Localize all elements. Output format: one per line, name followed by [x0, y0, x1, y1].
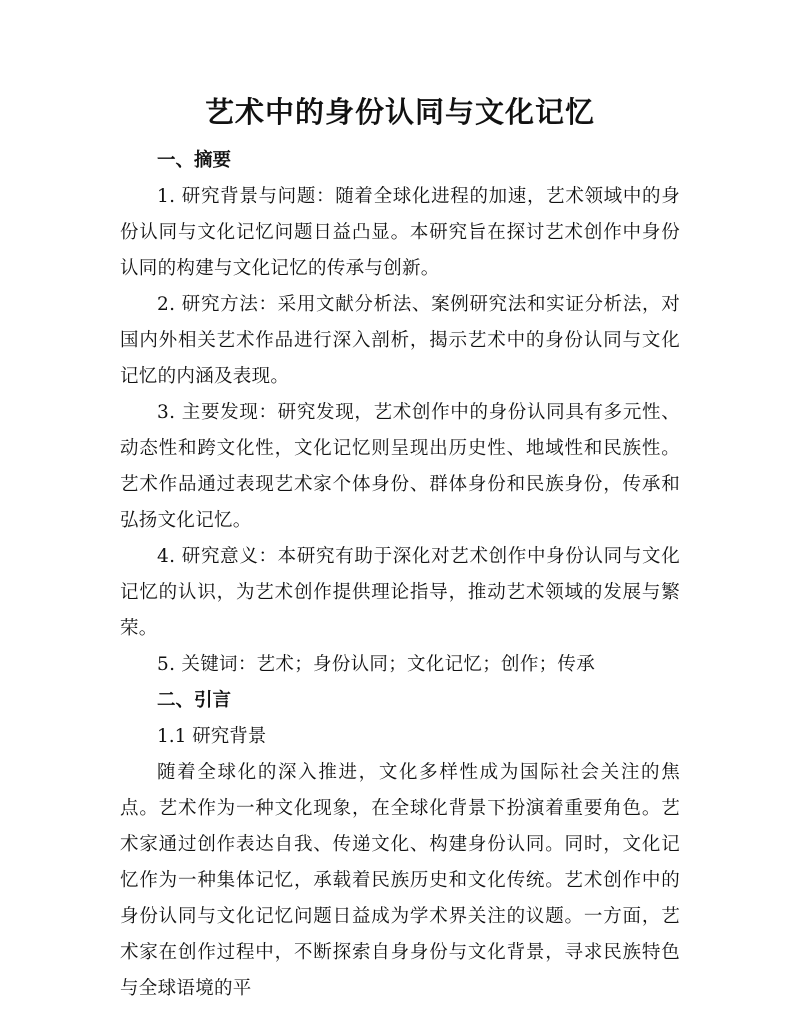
- subsection-heading-background: 1.1 研究背景: [157, 726, 267, 747]
- section-heading-introduction: 二、引言: [157, 690, 232, 711]
- abstract-item-methods: 2. 研究方法：采用文献分析法、案例研究法和实证分析法，对国内外相关艺术作品进行深入剖析，揭示艺术中的身份认同与文化记忆的内涵及表现。: [120, 294, 680, 387]
- abstract-item-keywords: 5. 关键词：艺术；身份认同；文化记忆；创作；传承: [157, 654, 596, 675]
- abstract-item-background: 1. 研究背景与问题：随着全球化进程的加速，艺术领域中的身份认同与文化记忆问题日益凸显。本研究旨在探讨艺术创作中身份认同的构建与文化记忆的传承与创新。: [120, 186, 680, 279]
- document-title: 艺术中的身份认同与文化记忆: [204, 95, 595, 129]
- section-heading-abstract: 一、摘要: [157, 150, 232, 171]
- abstract-item-significance: 4. 研究意义：本研究有助于深化对艺术创作中身份认同与文化记忆的认识，为艺术创作提供理论指导，推动艺术领域的发展与繁荣。: [120, 546, 680, 639]
- abstract-item-findings: 3. 主要发现：研究发现，艺术创作中的身份认同具有多元性、动态性和跨文化性，文化记忆则呈现出历史性、地域性和民族性。艺术作品通过表现艺术家个体身份、群体身份和民族身份，传承和弘扬文化记忆。: [120, 402, 680, 531]
- introduction-paragraph: 随着全球化的深入推进，文化多样性成为国际社会关注的焦点。艺术作为一种文化现象，在全球化背景下扮演着重要角色。艺术家通过创作表达自我、传递文化、构建身份认同。同时，文化记忆作为一种集体记忆，承载着民族历史和文化传统。艺术创作中的身份认同与文化记忆问题日益成为学术界关注的议题。一方面，艺术家在创作过程中，不断探索自身身份与文化背景，寻求民族特色与全球语境的平: [120, 762, 680, 999]
